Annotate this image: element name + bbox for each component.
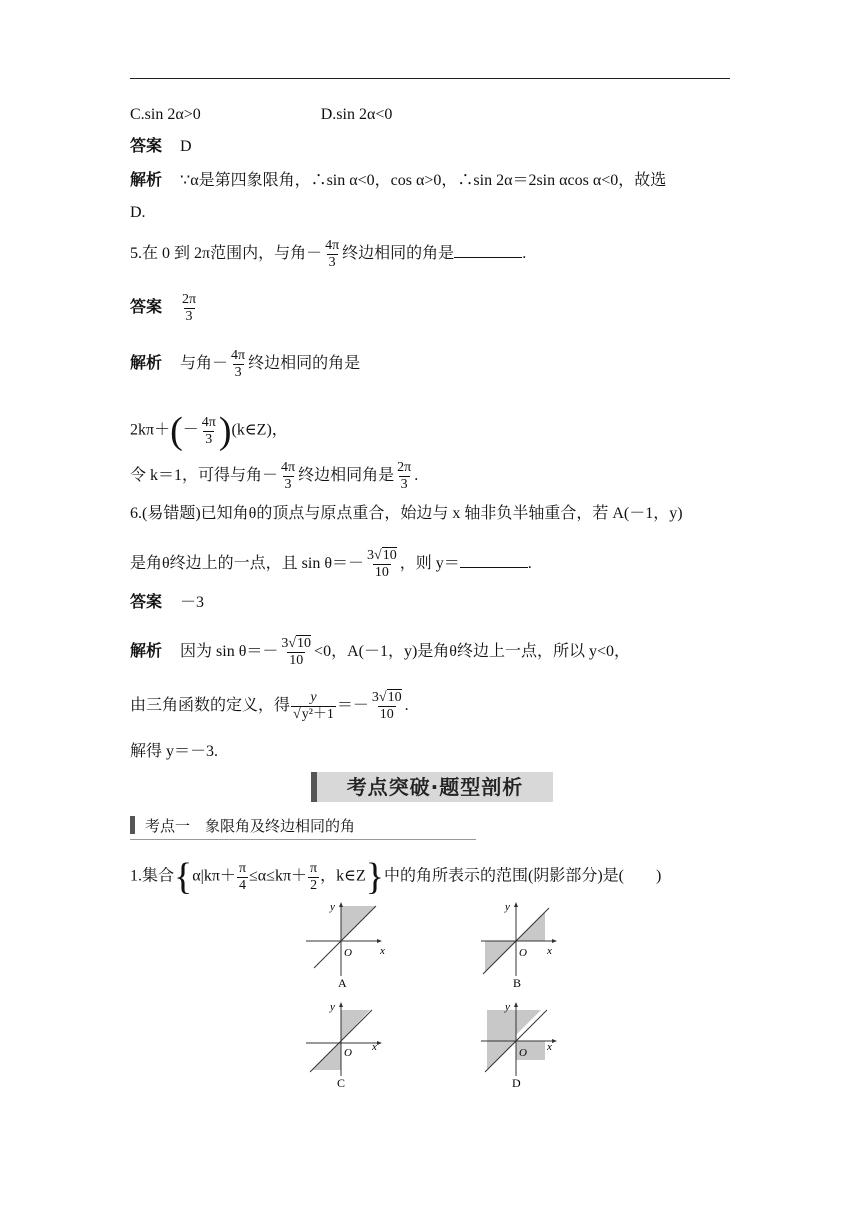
sqrt-radicand: 10 [387, 690, 402, 705]
analysis-end: . [404, 697, 409, 715]
frac-den: √y²＋1 [293, 707, 334, 722]
fraction [308, 861, 319, 894]
answer-blank[interactable] [454, 243, 522, 258]
paren-open: ( [170, 410, 183, 452]
section-title: 考点一 象限角及终边相同的角 [145, 817, 356, 835]
graph-b[interactable] [475, 900, 565, 992]
x-arrow-icon [552, 1039, 557, 1043]
frac-num: 4π [281, 460, 296, 475]
q5-formula [130, 412, 288, 450]
frac-den: 10 [289, 653, 304, 668]
q6-stem-line1: 6.(易错题)已知角θ的顶点与原点重合，始边与 x 轴非负半轴重合，若 A(－1，y) [130, 505, 683, 522]
q5-stem-text-2: 终边相同的角是 [342, 245, 455, 263]
q6-analysis-line3: 解得 y＝－3. [130, 743, 219, 760]
frac-num: y [310, 690, 317, 705]
frac-den: 10 [374, 565, 389, 580]
option-c: C.sin 2α>0 [130, 106, 201, 123]
set-text-2: ≤α≤kπ＋ [249, 867, 308, 885]
origin-label: O [519, 947, 527, 959]
origin-label: O [344, 947, 352, 959]
y-arrow-icon [514, 1002, 518, 1007]
frac-den: 3 [328, 255, 336, 270]
q4-answer [130, 136, 192, 158]
frac-den: 4 [238, 877, 246, 893]
analysis-text: 由三角函数的定义，得 [130, 697, 291, 715]
option-label-d: D [512, 1076, 521, 1090]
y-label: y [330, 1001, 335, 1013]
frac-num: 4π [201, 414, 216, 430]
answer-label: 答案 [130, 138, 163, 155]
q6-stem-text-2: ，则 y＝ [399, 555, 460, 573]
analysis-text-2: 终边相同的角是 [248, 355, 361, 373]
shaded-region-q1 [516, 1010, 541, 1035]
analysis-label: 解析 [130, 643, 163, 661]
q6-stem-end: . [527, 555, 532, 573]
options-row [130, 104, 392, 126]
frac-den: 3 [205, 431, 213, 447]
frac-num: π [310, 860, 318, 876]
x-label: x [372, 1041, 377, 1053]
answer-fraction [180, 292, 198, 325]
answer-label: 答案 [130, 299, 163, 317]
fraction [229, 348, 247, 381]
section-heading [130, 815, 476, 840]
x-arrow-icon [377, 939, 382, 943]
option-label-c: C [337, 1076, 346, 1090]
formula-text: 2kπ＋ [130, 421, 171, 439]
sqrt-radicand: 10 [297, 636, 312, 651]
analysis-text: ∵α是第四象限角，∴sin α<0，cos α>0，∴sin 2α＝2sin αcos α<0，故选 [180, 172, 667, 189]
origin-label: O [344, 1047, 352, 1059]
analysis-label: 解析 [130, 172, 163, 189]
x-label: x [547, 1041, 552, 1053]
q1-stem-text: 1.集合 [130, 867, 175, 885]
sqrt-coef: 3 [371, 690, 379, 705]
y-label: y [505, 1001, 510, 1013]
y-arrow-icon [339, 902, 343, 907]
q6-stem-line2 [130, 548, 532, 581]
frac-num: π [238, 860, 247, 876]
q1-stem-text-2: 中的角所表示的范围(阴影部分)是( ) [384, 867, 662, 885]
frac-num: 4π [325, 238, 340, 253]
fraction [323, 238, 341, 271]
header-rule [130, 78, 730, 79]
fraction [200, 415, 218, 448]
set-text-3: ，k∈Z [320, 867, 366, 885]
sqrt-coef: 3 [367, 548, 375, 563]
sqrt-radicand: y²＋1 [301, 707, 334, 722]
frac-den: 2 [310, 877, 318, 893]
q5-stem-text: 5.在 0 到 2π范围内，与角－ [130, 245, 323, 263]
q5-answer [130, 292, 199, 325]
origin-label: O [519, 1047, 527, 1059]
sqrt-fraction [365, 548, 399, 581]
graph-a[interactable] [300, 900, 390, 992]
analysis-text: 因为 sin θ＝－ [180, 643, 279, 661]
sqrt-fraction [279, 636, 313, 669]
q5-stem [130, 238, 526, 271]
q6-answer [130, 592, 204, 614]
graph-c[interactable] [300, 1000, 390, 1092]
q6-stem-text: 是角θ终边上的一点，且 sin θ＝－ [130, 555, 365, 573]
sqrt-coef: 3 [281, 636, 289, 651]
frac-num: 3√10 [371, 690, 402, 705]
section-banner: 考点突破·题型剖析 [311, 772, 553, 802]
frac-den: 10 [379, 707, 394, 722]
frac-num: 4π [231, 348, 246, 363]
q1-stem [130, 858, 661, 896]
formula-text-2: (k∈Z)， [231, 421, 288, 439]
brace-open: { [174, 856, 193, 898]
q5-conclusion [130, 460, 418, 493]
brace-close: } [365, 856, 384, 898]
frac-den: 3 [234, 365, 242, 380]
answer-value: －3 [180, 594, 205, 611]
analysis-label: 解析 [130, 355, 163, 373]
q5-stem-end: . [522, 245, 527, 263]
frac-den: 3 [185, 309, 193, 324]
frac-num: 3√10 [281, 636, 312, 651]
conclusion-text-2: 终边相同角是 [298, 467, 395, 485]
sqrt-fraction [370, 690, 404, 723]
fraction [279, 460, 297, 493]
y-label: y [330, 901, 335, 913]
answer-value: D [180, 138, 192, 155]
x-arrow-icon [552, 939, 557, 943]
conclusion-text: 令 k＝1，可得与角－ [130, 467, 279, 485]
x-label: x [380, 945, 385, 957]
sqrt-radicand: 10 [382, 548, 397, 563]
answer-fraction [395, 460, 413, 493]
option-d: D.sin 2α<0 [320, 106, 393, 123]
analysis-text: 与角－ [180, 355, 229, 373]
option-label-a: A [338, 976, 347, 990]
q6-analysis [130, 636, 630, 669]
y-label: y [505, 901, 510, 913]
q6-analysis-line2 [130, 690, 409, 723]
set-text: α|kπ＋ [192, 867, 236, 885]
graph-d[interactable] [475, 1000, 565, 1092]
x-arrow-icon [377, 1041, 382, 1045]
y-arrow-icon [339, 1002, 343, 1007]
q5-analysis [130, 348, 360, 381]
frac-num: 2π [182, 292, 197, 307]
heading-bar [130, 816, 135, 834]
q4-analysis [130, 170, 666, 192]
frac-den: 3 [400, 477, 408, 492]
fraction [237, 861, 248, 894]
q4-analysis-cont: D. [130, 204, 146, 221]
equals-text: ＝－ [336, 697, 369, 715]
frac-num: 3√10 [367, 548, 397, 563]
fraction [291, 690, 336, 723]
paren-close: ) [218, 410, 232, 452]
analysis-text-2: <0，A(－1，y)是角θ终边上一点，所以 y<0， [314, 643, 630, 661]
answer-blank[interactable] [460, 553, 528, 568]
frac-den: 3 [284, 477, 292, 492]
formula-sign: － [182, 421, 199, 439]
answer-label: 答案 [130, 594, 163, 611]
y-arrow-icon [514, 902, 518, 907]
conclusion-end: . [414, 467, 419, 485]
frac-num: 2π [397, 460, 412, 475]
x-label: x [547, 945, 552, 957]
option-label-b: B [513, 976, 522, 990]
